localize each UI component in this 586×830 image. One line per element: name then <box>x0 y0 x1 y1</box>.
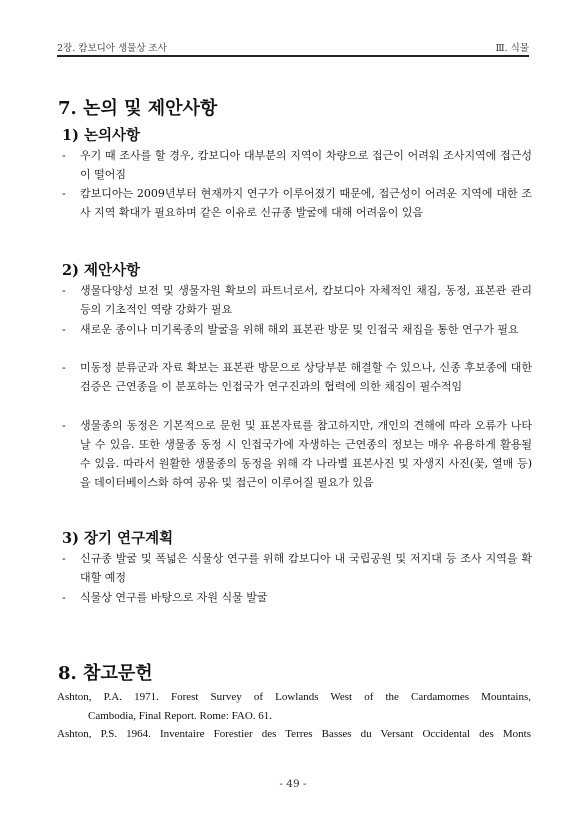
section-8-heading: 8. 참고문헌 <box>58 663 153 684</box>
bullet-dash: - <box>62 361 66 374</box>
reference-entry: Ashton, P.S. 1964. Inventaire Forestier des Terres Basses du Versant Occidental des Monts <box>57 728 531 740</box>
list-item: - 신규종 발굴 및 폭넓은 식물상 연구를 위해 캄보디아 내 국립공원 및 저지대 등 조사 지역을 확대할 예정 <box>62 549 532 587</box>
page-number: - 49 - <box>279 778 307 790</box>
running-header-chapter: 2장. 캄보디아 생물상 조사 <box>57 43 167 54</box>
bullet-dash: - <box>62 591 66 604</box>
running-header-section: Ⅲ. 식물 <box>495 43 529 54</box>
bullet-dash: - <box>62 552 66 565</box>
list-item: - 우기 때 조사를 할 경우, 캄보디아 대부분의 지역이 차량으로 접근이 어려워 조사지역에 접근성이 떨어짐 <box>62 146 532 184</box>
bullet-dash: - <box>62 323 66 336</box>
section-7-heading: 7. 논의 및 제안사항 <box>58 98 218 119</box>
list-item: - 미동정 분류군과 자료 확보는 표본관 방문으로 상당부분 해결할 수 있으나, 신종 후보종에 대한 검증은 근연종을 이 분포하는 인접국가 연구진과의 협력에 의한 채집이 필수적임 <box>62 358 532 396</box>
reference-entry: Ashton, P.A. 1971. Forest Survey of Lowlands West of the Cardamomes Mountains, Cambodia, Final Report. Rome: FAO. 61. <box>57 691 531 722</box>
bullet-dash: - <box>62 187 66 200</box>
header-rule <box>57 55 529 57</box>
bullet-dash: - <box>62 284 66 297</box>
list-item: - 캄보디아는 2009년부터 현재까지 연구가 이루어졌기 때문에, 접근성이 어려운 지역에 대한 조사 지역 확대가 필요하며 같은 이유로 신규종 발굴에 대해 어려움이 있음 <box>62 184 532 222</box>
list-item: - 생물종의 동정은 기본적으로 문헌 및 표본자료를 참고하지만, 개인의 견해에 따라 오류가 나타날 수 있음. 또한 생물종 동정 시 인접국가에 자생하는 근연종의 정보는 매우 유용하게 활용될 수 있음. 따라서 원활한 생물종의 동정을 위해 각 나라별 표본사진 및 자생지 사진(꽃, 열매 등)을 데이터베이스화 하여 공유 및 접근이 이루어질 필요가 있음 <box>62 416 532 492</box>
bullet-dash: - <box>62 419 66 432</box>
list-item: - 새로운 종이나 미기록종의 발굴을 위해 해외 표본관 방문 및 인접국 채집을 통한 연구가 필요 <box>62 320 532 339</box>
bullet-dash: - <box>62 149 66 162</box>
subsection-long-term-plan-heading: 3) 장기 연구계획 <box>62 530 174 547</box>
subsection-proposals-heading: 2) 제안사항 <box>62 262 141 279</box>
list-item: - 생물다양성 보전 및 생물자원 확보의 파트너로서, 캄보디아 자체적인 채집, 동정, 표본관 관리 등의 기초적인 역량 강화가 필요 <box>62 281 532 319</box>
subsection-discussion-heading: 1) 논의사항 <box>62 127 141 144</box>
list-item: - 식물상 연구를 바탕으로 자원 식물 발굴 <box>62 588 532 607</box>
